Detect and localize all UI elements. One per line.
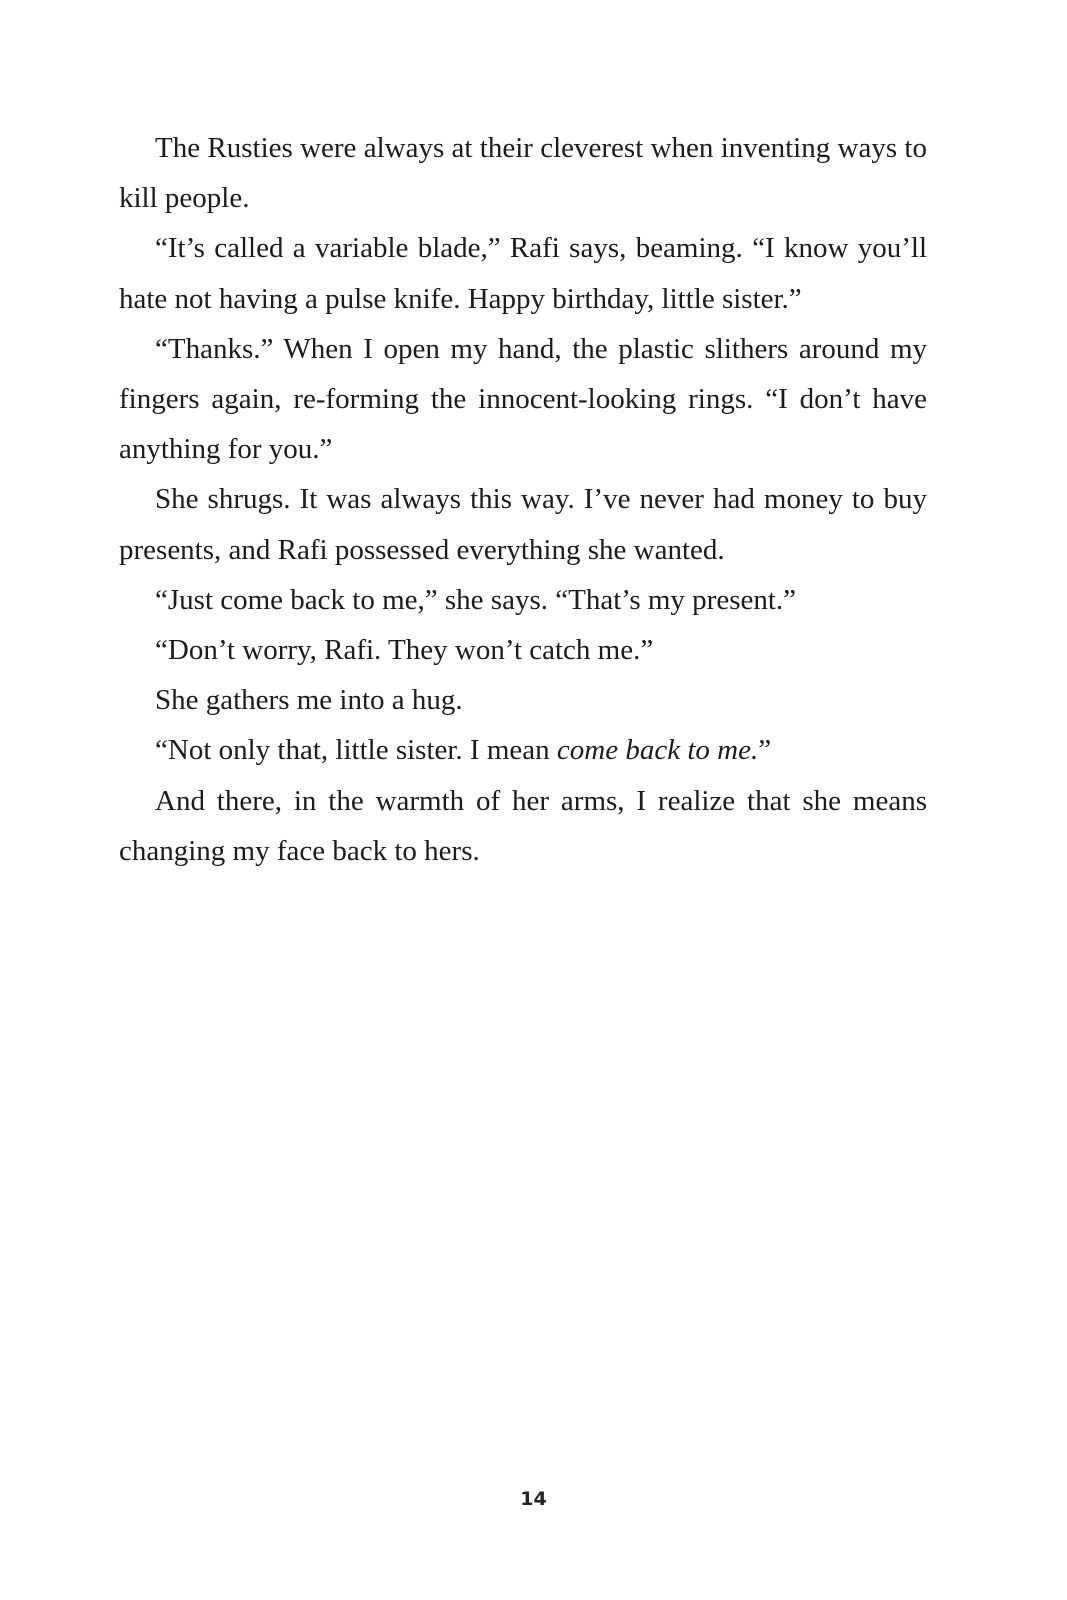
paragraph-text: “Not only that, little sister. I mean	[155, 734, 557, 767]
paragraph: She gathers me into a hug.	[155, 684, 463, 717]
paragraph: She shrugs. It was always this way. I’ve never had money to buy presents, and Rafi possessed everything she wanted.	[119, 483, 927, 566]
paragraph: The Rusties were always at their cleverest when inventing ways to kill people.	[119, 132, 927, 215]
paragraph-text: ”	[758, 734, 772, 767]
page-number: 14	[520, 1488, 547, 1510]
paragraph	[119, 725, 927, 775]
paragraph: “Don’t worry, Rafi. They won’t catch me.”	[155, 634, 654, 667]
paragraph: “It’s called a variable blade,” Rafi says, beaming. “I know you’ll hate not having a pulse knife. Happy birthday, little sister.”	[119, 232, 927, 315]
body-text	[119, 123, 927, 876]
paragraph: And there, in the warmth of her arms, I realize that she means changing my face back to hers.	[119, 784, 927, 867]
paragraph: “Just come back to me,” she says. “That’s my present.”	[155, 583, 797, 616]
paragraph: “Thanks.” When I open my hand, the plastic slithers around my fingers again, re-forming the innocent-looking rings. “I don’t have anything for you.”	[119, 332, 927, 466]
paragraph-italic-text: come back to me.	[556, 734, 759, 767]
